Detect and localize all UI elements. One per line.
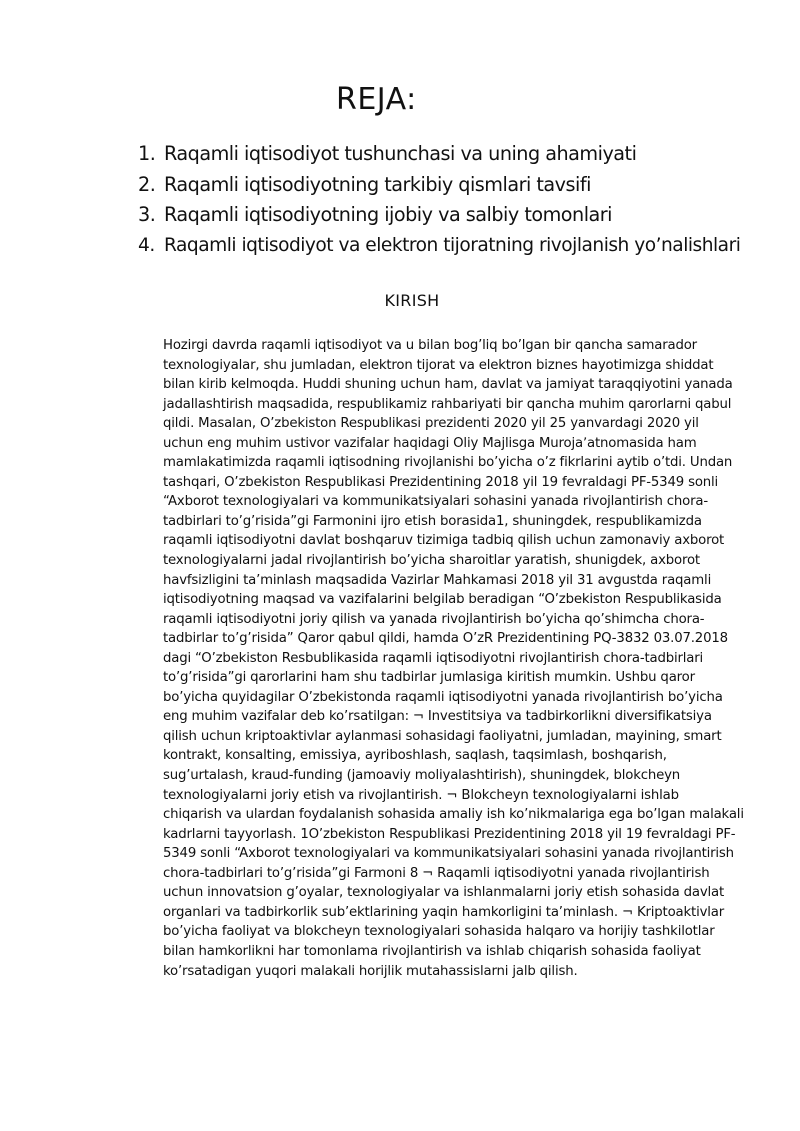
plan-item-text: Raqamli iqtisodiyotning ijobiy va salbiy tomonlari: [164, 203, 613, 226]
body-line: jadallashtirish maqsadida, respublikamiz rahbariyati bir qancha muhim qarorlarni qabul: [163, 396, 732, 412]
body-line: chiqarish va ulardan foydalanish sohasida amaliy ish ko’nikmalariga ega bo’lgan malakali: [163, 807, 744, 823]
plan-item: [138, 200, 740, 231]
body-line: 5349 sonli “Axborot texnologiyalari va kommunikatsiyalari sohasini yanada rivojlantirish: [163, 846, 734, 862]
body-line: iqtisodiyotning maqsad va vazifalarini belgilab beradigan “O’zbekiston Respublikasida: [163, 592, 722, 608]
body-line: Hozirgi davrda raqamli iqtisodiyot va u bilan bog’liq bo’lgan bir qancha samarador: [163, 338, 697, 353]
plan-item-number: 3.: [138, 203, 156, 226]
body-line: organlari va tadbirkorlik sub’ektlarining yaqin hamkorligini ta’minlash. ¬ Kriptoaktivlar: [163, 904, 725, 920]
body-line: texnologiyalar, shu jumladan, elektron tijorat va elektron biznes hayotimizga shiddat: [163, 357, 714, 373]
body-line: dagi “O’zbekiston Resbublikasida raqamli iqtisodiyotni rivojlantirish chora-tadbirlari: [163, 650, 704, 666]
plan-item-number: 4.: [138, 234, 155, 256]
body-line: havfsizligini ta’minlash maqsadida Vazirlar Mahkamasi 2018 yil 31 avgustda raqamli: [163, 572, 712, 588]
body-line: ko’rsatadigan yuqori malakali horijlik mutahassislarni jalb qilish.: [163, 963, 578, 979]
body-line: raqamli iqtisodiyotni joriy qilish va yanada rivojlantirish bo’yicha qo’shimcha chora-: [163, 611, 705, 627]
body-line: kontrakt, konsalting, emissiya, ayriboshlash, saqlash, taqsimlash, boshqarish,: [163, 748, 667, 764]
body-line: qilish uchun kriptoaktivlar aylanmasi sohasidagi faoliyatni, jumladan, mayining, smart: [163, 728, 722, 744]
plan-item-text: Raqamli iqtisodiyot va elektron tijoratning rivojlanish yo’nalishlari: [164, 234, 741, 256]
body-line: tadbirlar to’g’risida” Qaror qabul qildi, hamda O’zR Prezidentining PQ-3832 03.07.2018: [163, 631, 728, 647]
body-line: raqamli iqtisodiyotni davlat boshqaruv tizimiga tadbiq qilish uchun zamonaviy axborot: [163, 533, 725, 549]
plan-item: [138, 231, 740, 262]
body-line: mamlakatimizda raqamli iqtisodning rivojlanishi bo’yicha o’z fikrlarini aytib o’tdi. Undan: [163, 455, 733, 471]
body-line: eng muhim vazifalar deb ko’rsatilgan: ¬ Investitsiya va tadbirkorlikni diversifikatsiya: [163, 709, 712, 725]
plan-item-text: Raqamli iqtisodiyotning tarkibiy qismlari tavsifi: [164, 172, 591, 196]
plan-title: REJA:: [336, 82, 417, 117]
body-line: sug’urtalash, kraud-funding (jamoaviy moliyalashtirish), shuningdek, blokcheyn: [163, 768, 681, 784]
body-line: chora-tadbirlari to’g’risida”gi Farmoni 8 ¬ Raqamli iqtisodiyotni yanada rivojlantirish: [163, 865, 710, 881]
body-line: uchun innovatsion g’oyalar, texnologiyalar va ishlanmalarni joriy etish sohasida davlat: [163, 885, 725, 901]
body-line: “Axborot texnologiyalari va kommunikatsiyalari sohasini yanada rivojlantirish chora-: [163, 494, 708, 510]
plan-item-number: 2.: [138, 172, 156, 196]
section-title: KIRISH: [384, 291, 440, 310]
plan-list: [138, 139, 740, 261]
body-paragraph: [163, 336, 758, 981]
body-line: to’g’risida”gi qarorlarini ham shu tadbirlar jumlasiga kiritish mumkin. Ushbu qaror: [163, 670, 695, 686]
body-line: bo’yicha quyidagilar O’zbekistonda raqamli iqtisodiyotni yanada rivojlantirish bo’yicha: [163, 689, 723, 705]
plan-item-number: 1.: [138, 142, 156, 165]
body-line: bilan kirib kelmoqda. Huddi shuning uchun ham, davlat va jamiyat taraqqiyotini yanada: [163, 377, 733, 393]
plan-item-text: Raqamli iqtisodiyot tushunchasi va uning ahamiyati: [164, 142, 637, 165]
body-line: texnologiyalarni jadal rivojlantirish bo’yicha sharoitlar yaratish, shunigdek, axborot: [163, 553, 700, 569]
body-line: tashqari, O’zbekiston Respublikasi Prezidentining 2018 yil 19 fevraldagi PF-5349 sonli: [163, 474, 719, 490]
body-line: uchun eng muhim ustivor vazifalar haqidagi Oliy Majlisga Murojaʼatnomasida ham: [163, 435, 697, 451]
body-line: qildi. Masalan, O’zbekiston Respublikasi prezidenti 2020 yil 25 yanvardagi 2020 yil: [163, 416, 699, 432]
body-line: bilan hamkorlikni har tomonlama rivojlantirish va ishlab chiqarish sohasida faoliyat: [163, 943, 701, 959]
body-line: bo’yicha faoliyat va blokcheyn texnologiyalari sohasida halqaro va horijiy tashkilotlar: [163, 924, 715, 940]
body-line: kadrlarni tayyorlash. 1O’zbekiston Respublikasi Prezidentining 2018 yil 19 fevraldagi PF-: [163, 826, 736, 842]
body-line: tadbirlari to’g’risida”gi Farmonini ijro etish borasida1, shuningdek, respublikamizda: [163, 513, 702, 529]
body-line: texnologiyalarni joriy etish va rivojlantirish. ¬ Blokcheyn texnologiyalarni ishlab: [163, 787, 679, 803]
plan-item: [138, 170, 740, 201]
plan-item: [138, 139, 740, 170]
